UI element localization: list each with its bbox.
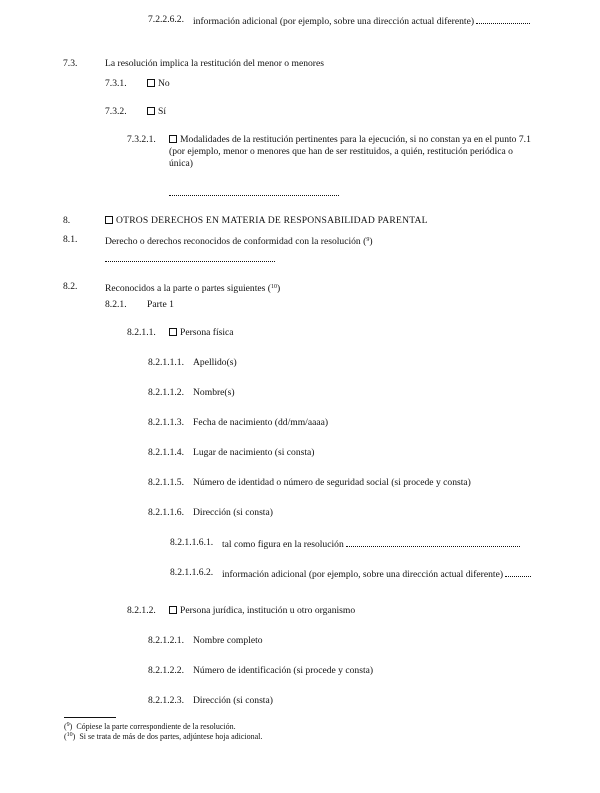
- checkbox[interactable]: [147, 79, 155, 87]
- item-number: 8.2.1.2.: [127, 605, 156, 616]
- fill-line[interactable]: [169, 186, 339, 196]
- section-number: 8.2.: [63, 281, 78, 292]
- section-number: 8.1.: [63, 234, 78, 245]
- item-text-line-3: única): [169, 158, 193, 169]
- footnote-text: Si se trata de más de dos partes, adjúntese hoja adicional.: [79, 732, 263, 741]
- item-text: información adicional (por ejemplo, sobre una dirección actual diferente): [222, 569, 504, 580]
- footnote: ($^{10}$) Si se trata de más de dos partes, adjúntese hoja adicional.: [64, 732, 263, 741]
- field-label: Número de identificación (si procede y consta): [193, 665, 374, 676]
- item-number: 8.2.1.1.1.: [148, 357, 184, 368]
- item-label: Parte 1: [147, 299, 174, 310]
- field-label: Dirección (si consta): [193, 695, 273, 706]
- item-number: 8.2.1.1.2.: [148, 387, 184, 398]
- item-number: 7.3.2.: [105, 106, 127, 117]
- item-number: 7.3.1.: [105, 78, 127, 89]
- item-number: 8.2.1.1.6.1.: [170, 537, 214, 548]
- footnote-ref: 9: [366, 237, 370, 243]
- field-label: Nombre(s): [193, 387, 235, 398]
- section-label: La resolución implica la restitución del menor o menores: [105, 58, 324, 69]
- item-label: [169, 327, 234, 339]
- item-number: 8.2.1.2.3.: [148, 695, 184, 706]
- field-label: Dirección (si consta): [193, 507, 273, 518]
- item-text-line-2: (por ejemplo, menor o menores que han de ser restituidos, a quién, restitución periódica o: [169, 146, 513, 157]
- section-number: 7.3.: [63, 58, 78, 69]
- field-label: Lugar de nacimiento (si consta): [193, 447, 315, 458]
- item-number: 8.2.1.2.2.: [148, 665, 184, 676]
- checkbox[interactable]: [169, 135, 177, 143]
- fill-line[interactable]: [476, 14, 530, 24]
- fill-line[interactable]: [505, 567, 531, 577]
- item-number: 8.2.1.2.1.: [148, 635, 184, 646]
- item-number: 7.2.2.6.2.: [148, 14, 184, 25]
- fill-line[interactable]: [346, 537, 520, 547]
- item-label: [169, 134, 531, 146]
- item-number: 7.3.2.1.: [127, 134, 156, 145]
- option-label: No: [158, 78, 170, 89]
- fill-line-container: [105, 252, 275, 266]
- field-label: Fecha de nacimiento (dd/mm/aaaa): [193, 417, 329, 428]
- item-label: [169, 605, 355, 617]
- checkbox[interactable]: [105, 216, 113, 224]
- item-number: 8.2.1.1.: [127, 327, 156, 338]
- item-number: 8.2.1.1.4.: [148, 447, 184, 458]
- checkbox[interactable]: [169, 328, 177, 336]
- fill-line[interactable]: [105, 252, 275, 262]
- section-heading: [105, 215, 428, 227]
- item-text: Persona jurídica, institución u otro organismo: [180, 605, 356, 616]
- item-label: [222, 567, 531, 581]
- footnote: ($^9$) Cópiese la parte correspondiente de la resolución.: [64, 722, 236, 731]
- item-number: 8.2.1.1.6.: [148, 507, 184, 518]
- option-label: Sí: [158, 106, 167, 117]
- item-text: tal como figura en la resolución: [222, 539, 344, 550]
- checkbox[interactable]: [147, 107, 155, 115]
- label-text: Derecho o derechos reconocidos de conformidad con la resolución: [105, 236, 361, 247]
- checkbox[interactable]: [169, 606, 177, 614]
- item-number: 8.2.1.1.6.2.: [170, 567, 214, 578]
- item-number: 8.2.1.1.5.: [148, 477, 184, 488]
- item-number: 8.2.1.: [105, 299, 127, 310]
- footnote-text: Cópiese la parte correspondiente de la resolución.: [76, 722, 236, 731]
- section-number: 8.: [63, 215, 71, 226]
- footnote-mark: 9: [66, 722, 70, 728]
- heading-text: OTROS DERECHOS EN MATERIA DE RESPONSABILIDAD PARENTAL: [116, 215, 428, 226]
- item-text: Persona física: [180, 327, 234, 338]
- item-label: [193, 14, 530, 28]
- field-label: Apellido(s): [193, 357, 237, 368]
- field-label: Número de identidad o número de seguridad social (si procede y consta): [193, 477, 471, 488]
- footnote-divider: [64, 717, 116, 718]
- fill-line-container: [169, 186, 339, 200]
- label-text: Reconocidos a la parte o partes siguientes: [105, 283, 266, 294]
- footnote-mark: 10: [66, 732, 73, 738]
- option-si: [147, 106, 166, 118]
- item-number: 8.2.1.1.3.: [148, 417, 184, 428]
- item-label: [222, 537, 520, 551]
- item-text: información adicional (por ejemplo, sobre una dirección actual diferente): [193, 16, 475, 27]
- section-label: Reconocidos a la parte o partes siguientes ($^{10}$): [105, 283, 281, 294]
- section-label: Derecho o derechos reconocidos de conformidad con la resolución ($^9$): [105, 236, 373, 247]
- item-text-line-1: Modalidades de la restitución pertinentes para la ejecución, si no constan ya en el punto 7.1: [180, 134, 531, 145]
- field-label: Nombre completo: [193, 635, 263, 646]
- option-no: [147, 78, 170, 90]
- footnote-ref: 10: [270, 284, 277, 290]
